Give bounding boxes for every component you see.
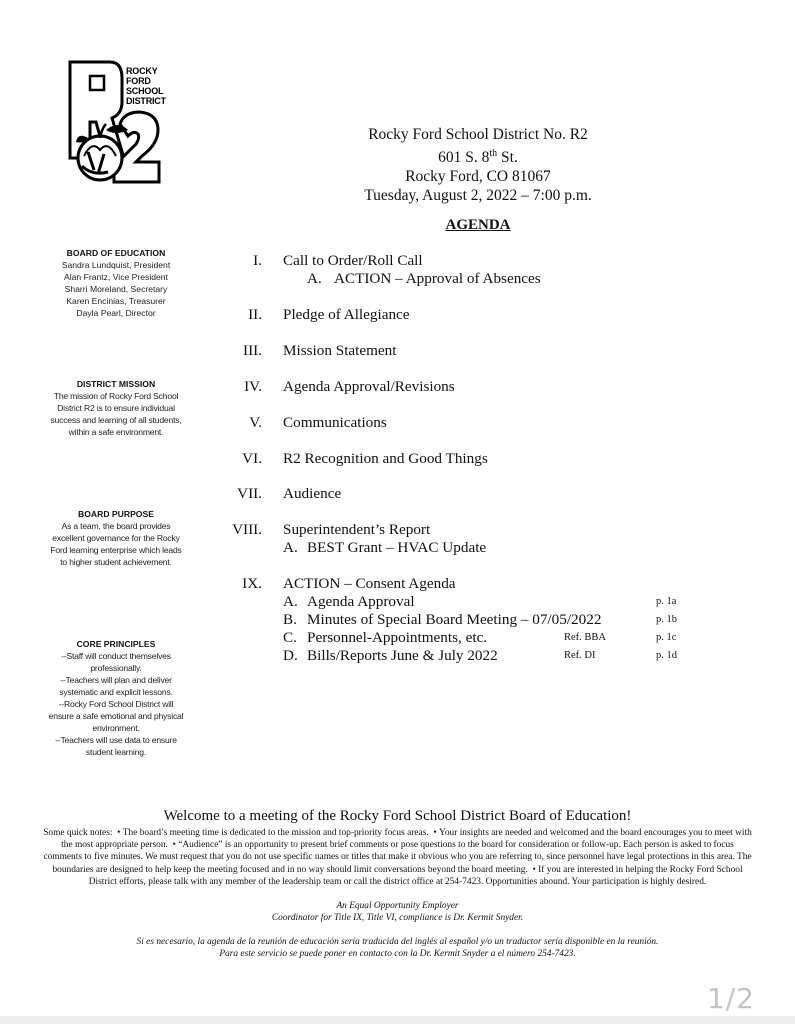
agenda-item-label: ACTION – Consent Agenda — [283, 575, 456, 592]
purpose-text: As a team, the board provides excellent governance for the Rocky Ford learning enterprise which leads to higher student achievement. — [50, 521, 182, 567]
district-name: Rocky Ford School District No. R2 — [368, 126, 588, 143]
agenda-item-number: IV. — [244, 378, 262, 395]
sub-item-text: Minutes of Special Board Meeting – 07/05/2022 — [307, 611, 602, 628]
mission-text: The mission of Rocky Ford School District R2 is to ensure individual success and learning of all students, within a safe environment. — [50, 391, 182, 437]
agenda-item-label: Call to Order/Roll Call — [283, 252, 423, 269]
district-mission-section — [48, 378, 184, 438]
mission-heading: DISTRICT MISSION — [76, 379, 156, 389]
note-text: “Audience” is an opportunity to present brief comments or pose questions to the board for consideration or follow-up. Each person is asked to focus comments to five minutes. We must request that you do not use specific names or titles that make it obvious who you are referring to, since personnel have legal protections in this area. The boundaries are designed to help keep the meeting focused and in no way should limit conversations beyond the board meeting. — [43, 840, 752, 875]
sub-item-page: p. 1d — [656, 650, 677, 661]
spanish-line: Para este servicio se puede poner en contacto con la Dr. Kermit Snyder a el número 254-7423. — [219, 948, 576, 959]
agenda-item — [222, 485, 702, 503]
logo-line: FORD — [126, 76, 151, 86]
logo-line: ROCKY — [126, 66, 158, 76]
note-text: The board’s meeting time is dedicated to the mission and top-priority focus areas. — [122, 828, 429, 838]
core-principles-section — [48, 638, 184, 758]
agenda-item-number: VIII. — [232, 521, 262, 538]
street-type: St. — [497, 149, 518, 167]
sub-item-ref: Ref. BBA — [564, 632, 606, 643]
agenda-item-number: III. — [243, 342, 262, 359]
agenda-item-number: IX. — [242, 575, 262, 592]
agenda-title: AGENDA — [445, 217, 511, 233]
page-indicator: 1/2 — [706, 982, 755, 1015]
principle-item: --Staff will conduct themselves professionally. — [61, 651, 171, 673]
board-heading: BOARD OF EDUCATION — [66, 248, 166, 258]
agenda-item-label: Audience — [283, 485, 342, 502]
sub-item-text: Personnel-Appointments, etc. — [307, 629, 488, 646]
sub-item-ref: Ref. DI — [564, 650, 596, 661]
notes-intro: Some quick notes: — [43, 828, 113, 838]
agenda-item — [222, 306, 702, 324]
purpose-heading: BOARD PURPOSE — [78, 509, 154, 519]
bullet-icon: • — [114, 828, 123, 838]
agenda-item — [222, 342, 702, 360]
bullet-icon: • — [431, 828, 440, 838]
board-member: Karen Encinias, Treasurer — [66, 296, 166, 306]
sub-item-page: p. 1b — [656, 614, 677, 625]
agenda-item — [222, 450, 702, 468]
street-number: 601 S. 8 — [438, 149, 490, 167]
agenda-item — [222, 521, 702, 557]
agenda-item-number: II. — [248, 306, 262, 323]
principles-heading: CORE PRINCIPLES — [76, 639, 156, 649]
spanish-line: Si es necesario, la agenda de la reunión de educación sería traducida del inglés al español y/o un traductor sería disponible en la reunión. — [136, 937, 659, 947]
spanish-notice — [0, 937, 795, 960]
title-ix-coordinator: Coordinator for Title IX, Title VI, compliance is Dr. Kermit Snyder. — [271, 912, 524, 923]
compliance-lines — [0, 901, 795, 924]
sub-item-letter: D. — [283, 647, 298, 664]
district-header — [348, 125, 608, 205]
district-street — [348, 144, 608, 167]
sub-item-text: Agenda Approval — [307, 593, 415, 610]
agenda-item-number: VI. — [242, 450, 262, 467]
principle-item: --Teachers will plan and deliver systematic and explicit lessons. — [59, 675, 173, 697]
board-member: Alan Frantz, Vice President — [64, 272, 168, 282]
sub-item-letter: A. — [283, 539, 298, 556]
agenda-item — [222, 378, 702, 396]
agenda-item — [222, 252, 702, 288]
agenda-item-label: Mission Statement — [283, 342, 397, 359]
board-of-education-section — [48, 247, 184, 319]
sub-item-page: p. 1a — [656, 596, 677, 607]
welcome-message: Welcome to a meeting of the Rocky Ford School District Board of Education! — [163, 808, 632, 824]
viewer-bottom-bar — [0, 1016, 795, 1024]
sub-item-letter: A. — [283, 593, 298, 610]
meeting-datetime: Tuesday, August 2, 2022 – 7:00 p.m. — [364, 187, 592, 205]
equal-opportunity: An Equal Opportunity Employer — [336, 901, 459, 911]
board-member: Dayla Pearl, Director — [76, 308, 156, 318]
agenda-item-label: R2 Recognition and Good Things — [283, 450, 488, 467]
quick-notes — [42, 827, 753, 888]
bullet-icon: • — [530, 864, 539, 875]
street-suffix: th — [489, 148, 498, 159]
principle-item: --Teachers will use data to ensure student learning. — [55, 735, 177, 757]
agenda-item-number: V. — [249, 414, 262, 431]
agenda-item — [222, 575, 702, 665]
agenda-item-label: Pledge of Allegiance — [283, 306, 410, 323]
board-member: Sandra Lundquist, President — [61, 260, 171, 270]
district-city: Rocky Ford, CO 81067 — [405, 168, 551, 186]
agenda-item-label: Agenda Approval/Revisions — [283, 378, 455, 395]
logo-line: DISTRICT — [126, 96, 166, 106]
sub-item-letter: B. — [283, 611, 297, 628]
agenda-item-number: VII. — [237, 485, 262, 502]
note-text: Your insights are needed and welcomed and the board encourages you to meet with the most appropriate person. — [61, 828, 752, 851]
sub-item-text: Bills/Reports June & July 2022 — [307, 647, 498, 664]
sub-item-page: p. 1c — [656, 632, 677, 643]
sub-item-letter: A. — [307, 270, 322, 287]
logo-line: SCHOOL — [126, 86, 164, 96]
sub-item-text: ACTION – Approval of Absences — [334, 270, 541, 287]
note-text: If you are interested in helping the Rocky Ford School District efforts, please talk with any member of the leadership team or call the district office at 254-7423. Opportunities abound. Your participation is highly desired. — [88, 864, 743, 887]
sub-item-letter: C. — [283, 629, 297, 646]
agenda-item-label: Communications — [283, 414, 387, 431]
sub-item-text: BEST Grant – HVAC Update — [307, 539, 487, 556]
bullet-icon: • — [170, 840, 179, 851]
agenda-item-number: I. — [253, 252, 262, 269]
agenda-item-label: Superintendent’s Report — [283, 521, 431, 538]
logo-wordmark — [126, 66, 166, 106]
agenda-item — [222, 414, 702, 432]
board-member: Sharri Moreland, Secretary — [64, 284, 168, 294]
board-purpose-section — [48, 508, 184, 568]
principle-item: --Rocky Ford School District will ensure a safe emotional and physical environment. — [48, 699, 184, 733]
